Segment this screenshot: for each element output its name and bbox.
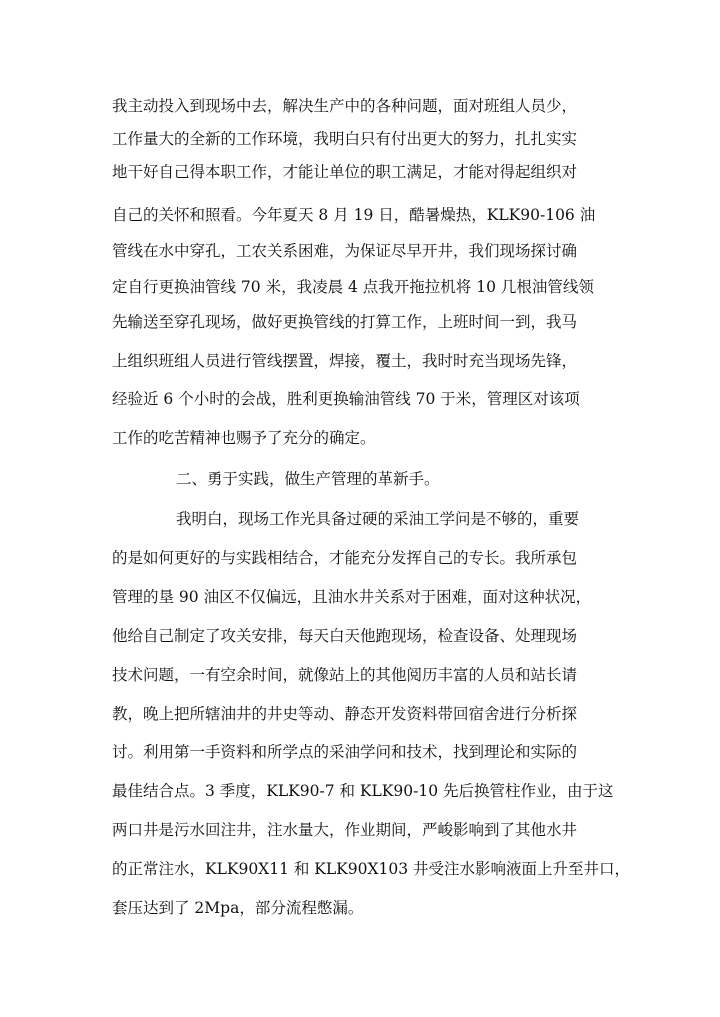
text-line: 教，晚上把所辖油井的井史等动、静态开发资料带回宿舍进行分析探 — [112, 705, 578, 723]
text-line: 定自行更换油管线 70 米，我凌晨 4 点我开拖拉机将 10 几根油管线领 — [112, 278, 594, 296]
text-line: 先输送至穿孔现场，做好更换管线的打算工作，上班时间一到，我马 — [112, 313, 578, 331]
text-line: 讨。利用第一手资料和所学点的采油学问和技术，找到理论和实际的 — [112, 743, 578, 761]
text-line: 套压达到了 2Mpa，部分流程憋漏。 — [112, 899, 364, 917]
text-line: 的是如何更好的与实践相结合，才能充分发挥自己的专长。我所承包 — [112, 549, 578, 567]
text-line: 管线在水中穿孔，工农关系困难，为保证尽早开井，我们现场探讨确 — [112, 242, 578, 260]
section-heading: 二、勇于实践，做生产管理的革新手。 — [176, 470, 440, 488]
text-line: 工作的吃苦精神也赐予了充分的确定。 — [112, 429, 376, 447]
text-line: 自己的关怀和照看。今年夏天 8 月 19 日，酷暑燥热，KLK90-106 油 — [112, 206, 596, 224]
text-line: 地干好自己得本职工作，才能让单位的职工满足，才能对得起组织对 — [112, 163, 578, 181]
text-line: 上组织班组人员进行管线摆置，焊接，覆土，我时时充当现场先锋， — [112, 352, 578, 370]
text-line: 我主动投入到现场中去，解决生产中的各种问题，面对班组人员少， — [112, 97, 578, 115]
text-line: 经验近 6 个小时的会战，胜利更换输油管线 70 于米，管理区对该项 — [112, 390, 580, 408]
text-line: 他给自己制定了攻关安排，每天白天他跑现场，检查设备、处理现场 — [112, 627, 578, 645]
text-line: 技术问题，一有空余时间，就像站上的其他阅历丰富的人员和站长请 — [112, 666, 578, 684]
text-line: 最佳结合点。3 季度，KLK90-7 和 KLK90-10 先后换管柱作业，由于这 — [112, 782, 614, 800]
text-line: 两口井是污水回注井，注水量大，作业期间，严峻影响到了其他水井 — [112, 821, 578, 839]
paragraph-first-line: 我明白，现场工作光具备过硬的采油工学问是不够的，重要 — [176, 510, 580, 528]
text-line: 管理的垦 90 油区不仅偏远，且油水井关系对于困难，面对这种状况， — [112, 588, 592, 606]
text-line: 的正常注水，KLK90X11 和 KLK90X103 井受注水影响液面上升至井口， — [112, 860, 631, 878]
text-line: 工作量大的全新的工作环境，我明白只有付出更大的努力，扎扎实实 — [112, 130, 578, 148]
